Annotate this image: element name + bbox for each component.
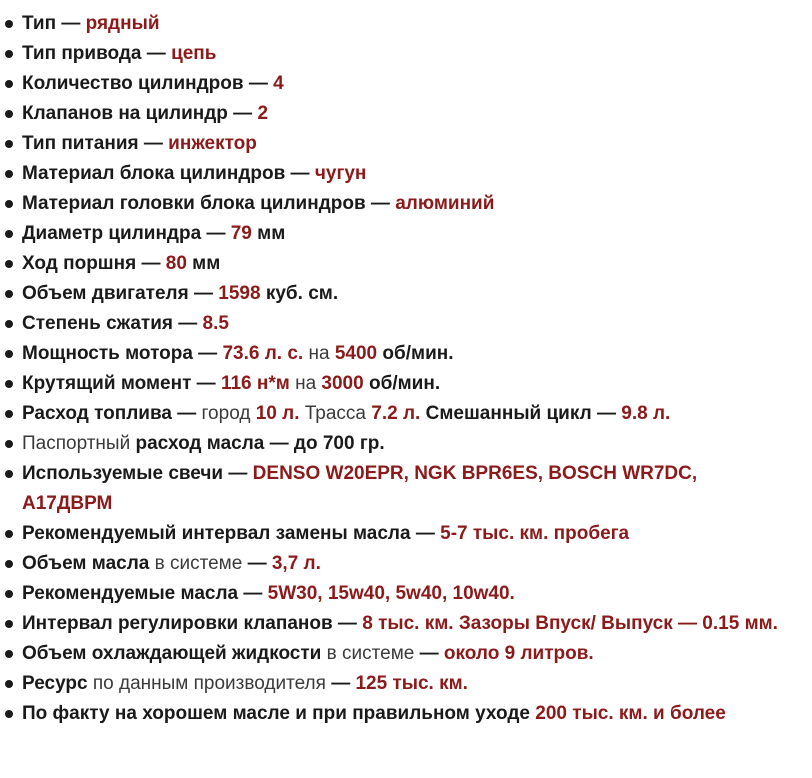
bullet-icon <box>5 470 13 478</box>
bullet-icon <box>5 620 13 628</box>
spec-value: 2 <box>257 103 269 124</box>
spec-label: По факту на хорошем масле и при правильном уходе <box>22 703 536 724</box>
spec-label: — <box>247 553 272 574</box>
spec-item <box>0 519 812 549</box>
spec-value: цепь <box>171 43 217 64</box>
spec-item <box>0 279 812 309</box>
spec-value: 9.8 л. <box>621 403 671 424</box>
spec-item <box>0 549 812 579</box>
spec-label: по данным производителя <box>87 673 332 694</box>
spec-value: 200 тыс. км. и более <box>535 703 726 724</box>
spec-value: рядный <box>85 13 160 34</box>
bullet-icon <box>5 710 13 718</box>
spec-label: Диаметр цилиндра — <box>22 223 231 244</box>
spec-label: Степень сжатия — <box>22 313 203 334</box>
spec-label: Тип привода — <box>22 43 172 64</box>
bullet-icon <box>5 110 13 118</box>
spec-label: Тип питания — <box>22 133 169 154</box>
spec-item <box>0 369 812 399</box>
spec-value: 125 тыс. км. <box>355 673 468 694</box>
spec-label: Материал головки блока цилиндров — <box>22 193 396 214</box>
spec-label: Материал блока цилиндров — <box>22 163 315 184</box>
spec-label: Паспортный <box>22 433 136 454</box>
bullet-icon <box>5 140 13 148</box>
bullet-icon <box>5 380 13 388</box>
spec-label: Ход поршня — <box>22 253 166 274</box>
spec-item <box>0 189 812 219</box>
spec-value: 79 <box>230 223 252 244</box>
spec-label: мм <box>186 253 221 274</box>
bullet-icon <box>5 560 13 568</box>
spec-value: чугун <box>314 163 367 184</box>
spec-value: 1598 <box>218 283 261 304</box>
spec-label: Клапанов на цилиндр — <box>22 103 258 124</box>
spec-label: Крутящий момент — <box>22 373 221 394</box>
spec-label: Смешанный цикл — <box>420 403 622 424</box>
spec-label: Трасса <box>299 403 372 424</box>
spec-value: около 9 литров. <box>443 643 594 664</box>
spec-label: в системе <box>149 553 248 574</box>
spec-value: 3,7 л. <box>271 553 321 574</box>
spec-label: Объем охлаждающей жидкости <box>22 643 322 664</box>
spec-item <box>0 39 812 69</box>
spec-label: Рекомендуемый интервал замены масла — <box>22 523 441 544</box>
spec-value: 7.2 л. <box>371 403 421 424</box>
spec-item <box>0 159 812 189</box>
spec-label: Используемые свечи — <box>22 463 253 484</box>
spec-item <box>0 339 812 369</box>
bullet-icon <box>5 170 13 178</box>
spec-item <box>0 459 792 519</box>
spec-label: на <box>289 373 322 394</box>
spec-label: Количество цилиндров — <box>22 73 274 94</box>
spec-item <box>0 699 812 729</box>
spec-item <box>0 129 812 159</box>
spec-label: расход масла — до 700 гр. <box>135 433 385 454</box>
bullet-icon <box>5 680 13 688</box>
bullet-icon <box>5 20 13 28</box>
spec-value: алюминий <box>395 193 495 214</box>
spec-item <box>0 219 812 249</box>
spec-label: — <box>331 673 356 694</box>
bullet-icon <box>5 410 13 418</box>
bullet-icon <box>5 80 13 88</box>
bullet-icon <box>5 650 13 658</box>
bullet-icon <box>5 350 13 358</box>
spec-item <box>0 579 812 609</box>
spec-label: об/мин. <box>377 343 454 364</box>
spec-value: 10 л. <box>255 403 300 424</box>
spec-value: 5-7 тыс. км. пробега <box>440 523 630 544</box>
spec-value: 5W30, 15w40, 5w40, 10w40. <box>267 583 515 604</box>
spec-label: куб. см. <box>260 283 339 304</box>
bullet-icon <box>5 230 13 238</box>
spec-item <box>0 639 812 669</box>
spec-label: на <box>303 343 335 364</box>
spec-item <box>0 309 812 339</box>
spec-value: 116 н*м <box>220 373 290 394</box>
spec-value: DENSO W20EPR, NGK BPR6ES, BOSCH WR7DC, А17ДВРМ <box>22 463 698 514</box>
spec-item <box>0 399 812 429</box>
spec-item <box>0 429 812 459</box>
spec-label: город <box>201 403 256 424</box>
spec-value: 5400 <box>334 343 378 364</box>
spec-label: Расход топлива — <box>22 403 202 424</box>
spec-label: в системе <box>321 643 420 664</box>
spec-item <box>0 69 812 99</box>
spec-item <box>0 609 792 639</box>
spec-label: Рекомендуемые масла — <box>22 583 268 604</box>
spec-value: 8.5 <box>202 313 229 334</box>
spec-value: 3000 <box>321 373 364 394</box>
spec-value: 4 <box>273 73 284 94</box>
spec-label: — <box>419 643 444 664</box>
bullet-icon <box>5 50 13 58</box>
bullet-icon <box>5 260 13 268</box>
spec-label: Объем масла <box>22 553 150 574</box>
bullet-icon <box>5 320 13 328</box>
bullet-icon <box>5 590 13 598</box>
spec-label: Ресурс <box>22 673 88 694</box>
spec-item <box>0 669 812 699</box>
spec-item <box>0 99 812 129</box>
spec-label: мм <box>251 223 286 244</box>
bullet-icon <box>5 200 13 208</box>
spec-label: Тип — <box>22 13 86 34</box>
spec-label: Интервал регулировки клапанов — <box>22 613 363 634</box>
bullet-icon <box>5 530 13 538</box>
spec-value: 80 <box>165 253 187 274</box>
spec-value: 73.6 л. с. <box>222 343 304 364</box>
bullet-icon <box>5 440 13 448</box>
spec-label: Мощность мотора — <box>22 343 223 364</box>
spec-label: об/мин. <box>363 373 441 394</box>
spec-label: Объем двигателя — <box>22 283 219 304</box>
spec-value: 8 тыс. км. Зазоры Впуск/ Выпуск — 0.15 мм. <box>362 613 778 634</box>
spec-value: инжектор <box>168 133 257 154</box>
spec-item <box>0 9 812 39</box>
spec-item <box>0 249 812 279</box>
bullet-icon <box>5 290 13 298</box>
